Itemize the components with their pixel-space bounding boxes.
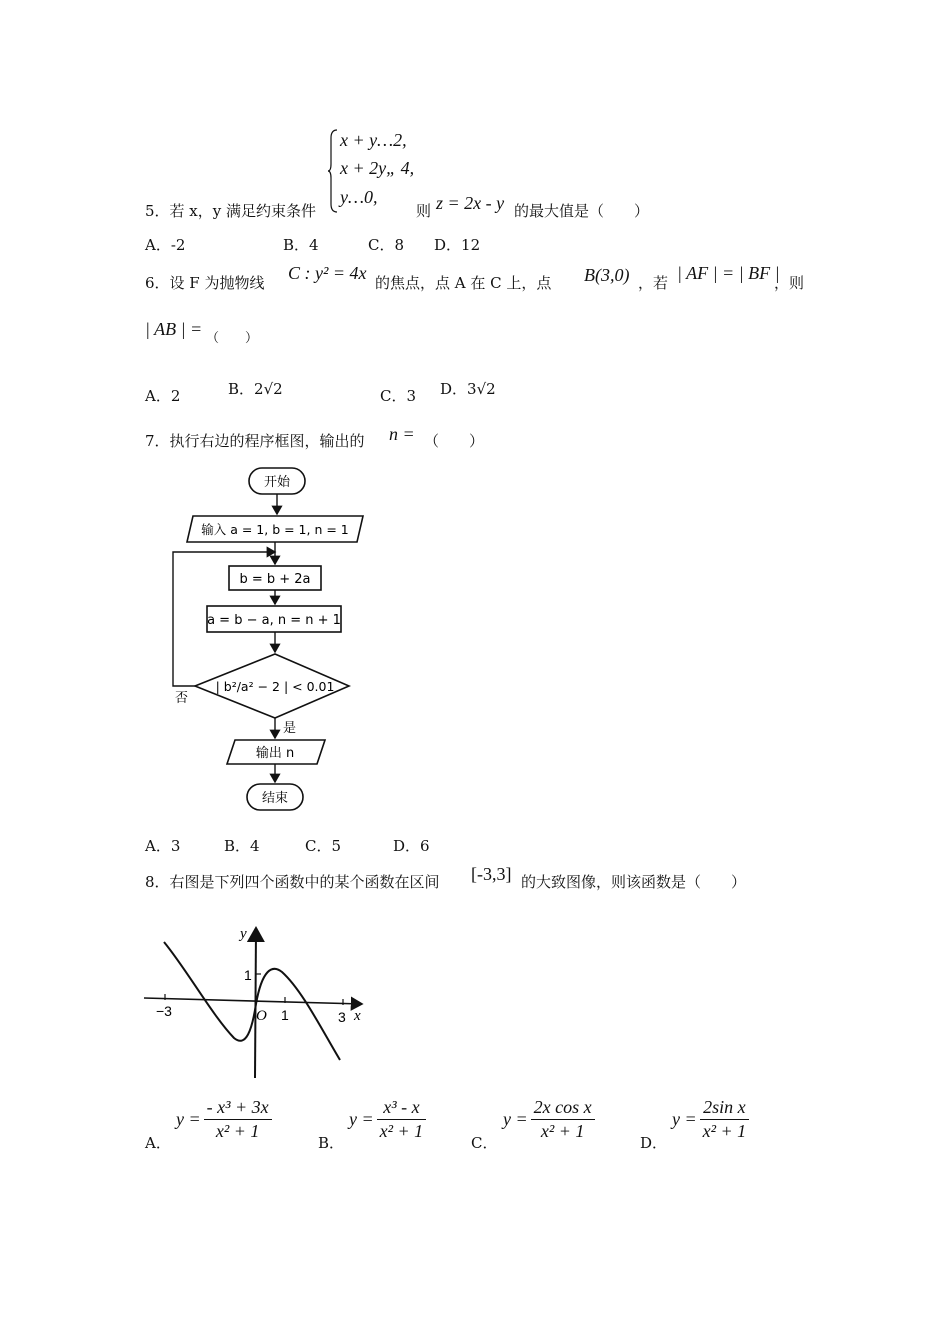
option-8c-formula [503, 1097, 595, 1142]
no-label: 否 [175, 691, 189, 706]
step1-label: b = b + 2a [239, 572, 311, 587]
option-6b: B．2√2 [228, 380, 283, 398]
option-6d: D．3√2 [440, 380, 496, 398]
option-8d-denominator: x² + 1 [702, 1121, 747, 1141]
option-8a-lhs: y = [176, 1109, 201, 1129]
flowchart [165, 462, 375, 817]
y-axis-label: y [240, 926, 247, 942]
question-6-paren: （ ） [206, 331, 259, 346]
option-6c: C．3 [380, 387, 417, 405]
option-5a: A．-2 [145, 236, 186, 254]
start-label: 开始 [263, 475, 291, 490]
option-5c: C．8 [368, 236, 405, 254]
objective-expression: z = 2x - y [436, 193, 505, 213]
option-8c-lhs: y = [503, 1109, 528, 1129]
option-7a: A．3 [145, 837, 181, 855]
question-6-text-2: 的焦点，点 A 在 C 上，点 [375, 274, 552, 292]
tick-label-y1: 1 [244, 967, 252, 983]
origin-label: O [256, 1008, 267, 1024]
yes-label: 是 [283, 721, 297, 736]
point-b: B(3,0) [584, 265, 630, 285]
parabola-equation: C : y² = 4x [288, 263, 367, 283]
question-7-var: n = [389, 424, 415, 444]
question-5-tail: 的最大值是（ ） [514, 202, 650, 220]
question-8-text: 8．右图是下列四个函数中的某个函数在区间 [145, 873, 440, 891]
constraint-2: x + 2y„ 4, [340, 158, 415, 178]
distance-condition: | AF | = | BF | [677, 263, 780, 283]
decision-label: | b²/a² − 2 | < 0.01 [215, 679, 335, 694]
option-8d-label: D． [640, 1134, 668, 1152]
option-8b-label: B． [318, 1134, 345, 1152]
option-8b-formula [349, 1097, 426, 1142]
input-label: 输入 a = 1, b = 1, n = 1 [201, 522, 349, 537]
step2-label: a = b − a, n = n + 1 [207, 613, 341, 628]
constraint-3: y…0, [340, 187, 378, 207]
option-8d-formula [672, 1097, 749, 1142]
question-6-text-4: ，则 [774, 274, 805, 292]
option-8a-formula [176, 1097, 272, 1142]
option-7d: D．6 [393, 837, 430, 855]
option-6a: A．2 [145, 387, 181, 405]
question-7-text: 7．执行右边的程序框图，输出的 [145, 432, 365, 450]
question-5-then: 则 [416, 202, 432, 220]
output-label: 输出 n [255, 746, 295, 761]
question-7-paren: （ ） [424, 432, 485, 450]
interval: [-3,3] [471, 864, 512, 884]
option-8b-lhs: y = [349, 1109, 374, 1129]
tick-label-3: 3 [338, 1009, 346, 1025]
option-8d-fraction [700, 1097, 750, 1142]
option-5b: B．4 [283, 236, 319, 254]
option-8b-fraction [377, 1097, 427, 1142]
tick-label-neg3: −3 [156, 1003, 172, 1019]
question-6-text-3: ，若 [638, 274, 669, 292]
end-label: 结束 [261, 791, 289, 806]
x-axis-label: x [354, 1008, 361, 1024]
option-8a-denominator: x² + 1 [215, 1121, 260, 1141]
option-8c-fraction [531, 1097, 595, 1142]
function-graph [142, 920, 372, 1080]
question-6-text-1: 6．设 F 为抛物线 [145, 274, 265, 292]
option-7b: B．4 [224, 837, 260, 855]
option-8c-numerator: 2x cos x [531, 1097, 595, 1120]
option-8d-numerator: 2sin x [700, 1097, 750, 1120]
brace-icon [327, 128, 339, 214]
tick-label-1: 1 [281, 1007, 289, 1023]
option-7c: C．5 [305, 837, 342, 855]
question-8-tail: 的大致图像，则该函数是（ ） [521, 873, 747, 891]
option-8c-denominator: x² + 1 [540, 1121, 585, 1141]
option-8a-label: A． [145, 1134, 171, 1152]
question-5-text: 5．若 x，y 满足约束条件 [145, 202, 317, 220]
option-8d-lhs: y = [672, 1109, 697, 1129]
option-5d: D．12 [434, 236, 481, 254]
option-8a-fraction [204, 1097, 272, 1142]
option-8c-label: C． [471, 1134, 498, 1152]
x-axis [144, 998, 362, 1004]
option-8b-denominator: x² + 1 [379, 1121, 424, 1141]
option-8b-numerator: x³ - x [377, 1097, 427, 1120]
constraint-1: x + y…2, [340, 130, 407, 150]
question-6-ask: | AB | = [145, 319, 203, 339]
option-8a-numerator: - x³ + 3x [204, 1097, 272, 1120]
